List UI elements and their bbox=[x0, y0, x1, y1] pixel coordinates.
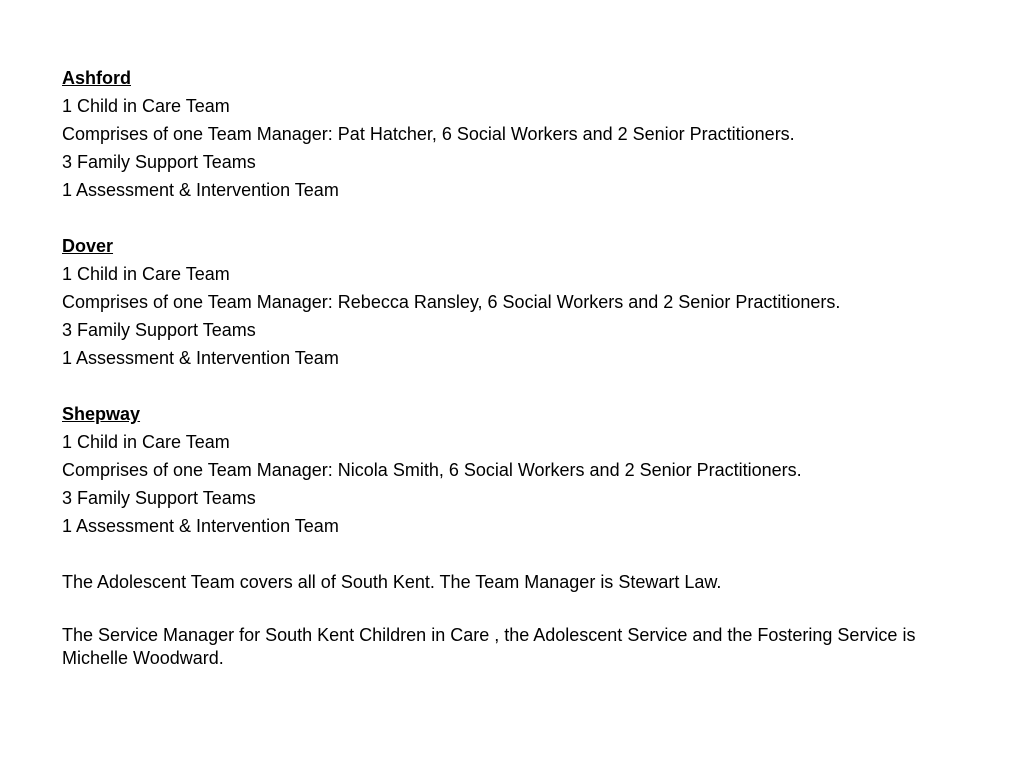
section-line: 1 Assessment & Intervention Team bbox=[62, 180, 339, 200]
section-line: 1 Child in Care Team bbox=[62, 264, 230, 284]
section-line: 3 Family Support Teams bbox=[62, 152, 256, 172]
section-line: 1 Assessment & Intervention Team bbox=[62, 516, 339, 536]
service-manager-note: The Service Manager for South Kent Children in Care , the Adolescent Service and the Fostering Service is Michelle Woodward. bbox=[62, 625, 916, 668]
section-line: 1 Assessment & Intervention Team bbox=[62, 348, 339, 368]
section-heading-shepway: Shepway bbox=[62, 404, 141, 424]
section-line: Comprises of one Team Manager: Nicola Smith, 6 Social Workers and 2 Senior Practitioners. bbox=[62, 460, 802, 480]
spacer bbox=[62, 596, 962, 624]
slide-content bbox=[62, 64, 962, 670]
section-heading-dover: Dover bbox=[62, 236, 114, 256]
section-line: 1 Child in Care Team bbox=[62, 96, 230, 116]
section-line: 1 Child in Care Team bbox=[62, 432, 230, 452]
section-line: 3 Family Support Teams bbox=[62, 320, 256, 340]
spacer bbox=[62, 204, 962, 232]
section-line: Comprises of one Team Manager: Rebecca Ransley, 6 Social Workers and 2 Senior Practitioners. bbox=[62, 292, 841, 312]
adolescent-team-note: The Adolescent Team covers all of South Kent. The Team Manager is Stewart Law. bbox=[62, 572, 722, 592]
section-heading-ashford: Ashford bbox=[62, 68, 131, 88]
section-line: Comprises of one Team Manager: Pat Hatcher, 6 Social Workers and 2 Senior Practitioners. bbox=[62, 124, 795, 144]
spacer bbox=[62, 372, 962, 400]
section-line: 3 Family Support Teams bbox=[62, 488, 256, 508]
spacer bbox=[62, 540, 962, 568]
